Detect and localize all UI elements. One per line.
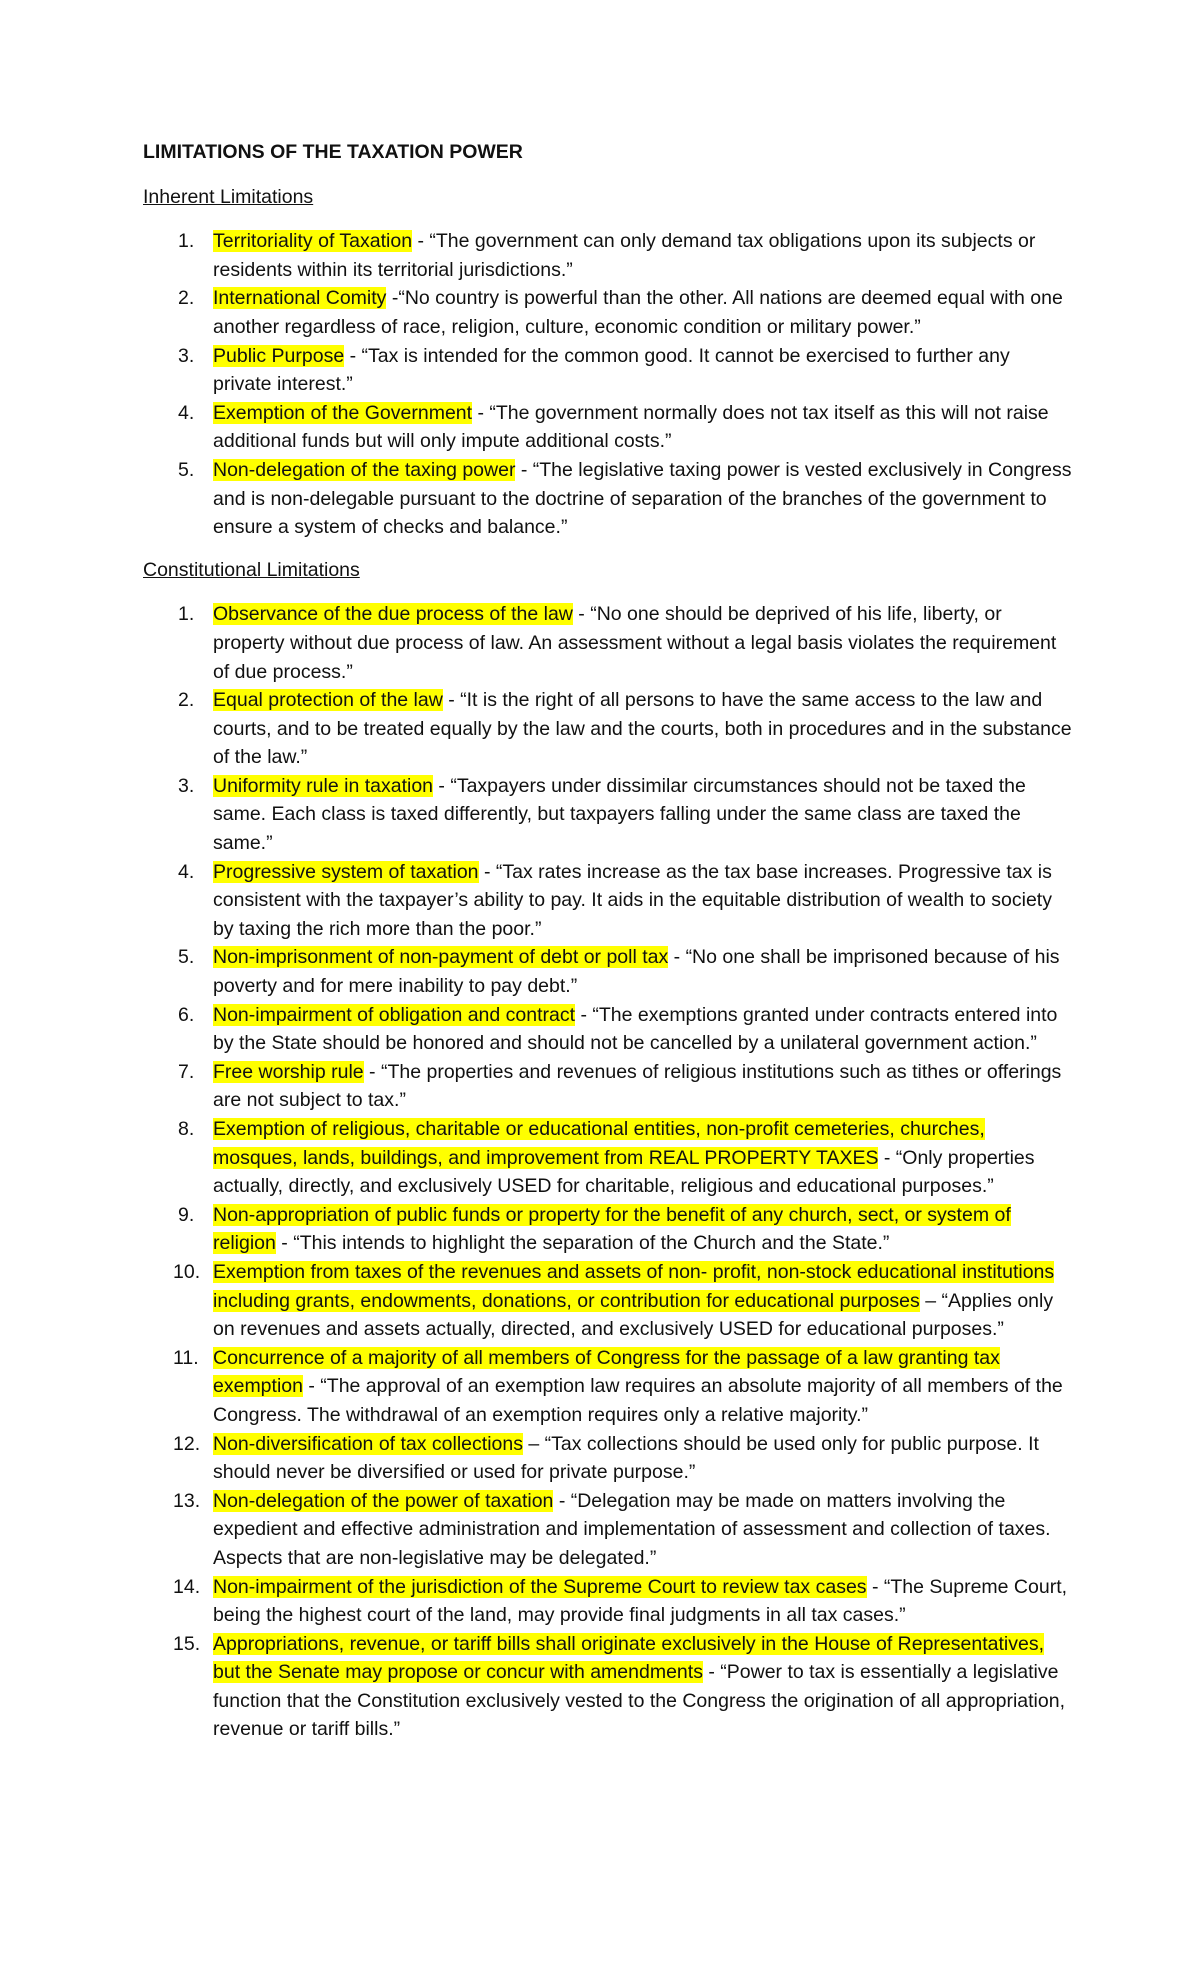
- document-title: LIMITATIONS OF THE TAXATION POWER: [143, 141, 523, 163]
- item-description: - “The government can only demand tax obligations upon its subjects or residents within its territorial jurisdictions.”: [213, 230, 1036, 281]
- list-item: [143, 399, 1073, 456]
- item-description: - “Tax is intended for the common good. It cannot be exercised to further any private interest.”: [213, 344, 1010, 396]
- item-number: 2.: [178, 689, 195, 712]
- item-number: 13.: [173, 1489, 201, 1512]
- item-description: – “Applies only on revenues and assets actually, directed, and exclusively USED for educational purposes.”: [213, 1289, 1054, 1341]
- highlighted-term: Non-impairment of the jurisdiction of the Supreme Court to review tax cases: [213, 1575, 867, 1598]
- item-number: 4.: [178, 860, 195, 883]
- highlighted-term: International Comity: [213, 287, 387, 310]
- list-item: [143, 456, 1073, 542]
- item-number: 15.: [173, 1632, 201, 1655]
- highlighted-term: Non-diversification of tax collections: [213, 1432, 523, 1455]
- highlighted-term: Free worship rule: [213, 1060, 364, 1083]
- list-item: [143, 342, 1073, 399]
- highlighted-term: Appropriations, revenue, or tariff bills shall originate exclusively in the House of Representatives, but the Senate may propose or concur with amendments: [213, 1632, 1044, 1684]
- inherent-limitations-list: [143, 227, 1073, 542]
- item-number: 5.: [178, 458, 195, 481]
- item-description: - “Taxpayers under dissimilar circumstances should not be taxed the same. Each class is taxed differently, but taxpayers falling under the same class are taxed the same.”: [213, 774, 1026, 855]
- highlighted-term: Uniformity rule in taxation: [213, 774, 434, 797]
- item-description: -“No country is powerful than the other. All nations are deemed equal with one another regardless of race, religion, culture, economic condition or military power.”: [213, 287, 1063, 338]
- item-number: 14.: [173, 1575, 201, 1598]
- list-item: [143, 1573, 1073, 1630]
- list-item: [143, 943, 1073, 1000]
- item-description: - “Power to tax is essentially a legislative function that the Constitution exclusively vested to the Congress the origination of all appropriation, revenue or tariff bills.”: [213, 1661, 1066, 1741]
- item-number: 3.: [178, 344, 195, 367]
- item-number: 8.: [178, 1118, 195, 1140]
- list-item: [143, 1115, 1073, 1201]
- item-number: 1.: [178, 230, 195, 253]
- item-number: 9.: [178, 1203, 195, 1226]
- item-description: - “Tax rates increase as the tax base increases. Progressive tax is consistent with the taxpayer’s ability to pay. It aids in the equitable distribution of wealth to society by taxing the rich more than the poor.”: [213, 860, 1052, 940]
- item-number: 7.: [178, 1060, 195, 1083]
- item-description: - “The government normally does not tax itself as this will not raise additional funds but will only impute additional costs.”: [213, 401, 1049, 453]
- highlighted-term: Non-appropriation of public funds or property for the benefit of any church, sect, or system of religion: [213, 1203, 1011, 1255]
- item-description: - “Delegation may be made on matters involving the expedient and effective administration and implementation of assessment and collection of taxes. Aspects that are non-legislative may be delegated.”: [213, 1489, 1051, 1569]
- item-number: 12.: [173, 1432, 201, 1455]
- section-heading-inherent: Inherent Limitations: [143, 185, 314, 208]
- item-number: 5.: [178, 946, 195, 969]
- highlighted-term: Equal protection of the law: [213, 689, 443, 712]
- list-item: [143, 1001, 1073, 1058]
- item-description: - “The exemptions granted under contracts entered into by the State should be honored and should not be cancelled by a unilateral government action.”: [213, 1003, 1058, 1055]
- item-description: - “The approval of an exemption law requires an absolute majority of all members of the Congress. The withdrawal of an exemption requires only a relative majority.”: [213, 1375, 1063, 1426]
- highlighted-term: Non-imprisonment of non-payment of debt or poll tax: [213, 946, 669, 969]
- list-item: [143, 1430, 1073, 1487]
- list-item: [143, 858, 1073, 944]
- list-item: [143, 227, 1073, 284]
- item-description: - “It is the right of all persons to have the same access to the law and courts, and to be treated equally by the law and the courts, both in procedures and in the substance of the law.”: [213, 689, 1072, 769]
- item-description: - “Only properties actually, directly, and exclusively USED for charitable, religious and educational purposes.”: [213, 1146, 1035, 1198]
- highlighted-term: Non-delegation of the taxing power: [213, 458, 516, 481]
- highlighted-term: Exemption of religious, charitable or educational entities, non-profit cemeteries, churches, mosques, lands, buildings, and improvement from REAL PROPERTY TAXES: [213, 1118, 985, 1169]
- item-description: - “The legislative taxing power is vested exclusively in Congress and is non-delegable pursuant to the doctrine of separation of the branches of the government to ensure a system of checks and balance.”: [213, 458, 1072, 539]
- highlighted-term: Public Purpose: [213, 344, 345, 367]
- section-heading-constitutional: Constitutional Limitations: [143, 558, 360, 581]
- highlighted-term: Non-impairment of obligation and contract: [213, 1003, 576, 1026]
- item-description: - “No one should be deprived of his life, liberty, or property without due process of law. An assessment without a legal basis violates the requirement of due process.”: [213, 603, 1057, 683]
- highlighted-term: Non-delegation of the power of taxation: [213, 1489, 554, 1512]
- item-number: 11.: [173, 1346, 199, 1369]
- constitutional-limitations-list: [143, 600, 1073, 1744]
- item-description: - “The Supreme Court, being the highest court of the land, may provide final judgments in all tax cases.”: [213, 1575, 1068, 1627]
- list-item: [143, 1058, 1073, 1115]
- highlighted-term: Exemption from taxes of the revenues and assets of non- profit, non-stock educational institutions including grants, endowments, donations, or contribution for educational purposes: [213, 1260, 1055, 1312]
- item-description: – “Tax collections should be used only for public purpose. It should never be diversified or used for private purpose.”: [213, 1432, 1039, 1484]
- list-item: [143, 1201, 1073, 1258]
- list-item: [143, 1630, 1073, 1744]
- highlighted-term: Progressive system of taxation: [213, 860, 479, 883]
- list-item: [143, 772, 1073, 858]
- highlighted-term: Concurrence of a majority of all members of Congress for the passage of a law granting tax exemption: [213, 1346, 1000, 1398]
- list-item: [143, 1258, 1073, 1344]
- highlighted-term: Exemption of the Government: [213, 401, 473, 424]
- document-page: [143, 138, 1073, 1744]
- item-number: 2.: [178, 287, 195, 310]
- item-description: - “No one shall be imprisoned because of his poverty and for mere inability to pay debt.”: [213, 946, 1060, 998]
- item-number: 4.: [178, 401, 195, 424]
- item-description: - “The properties and revenues of religious institutions such as tithes or offerings are not subject to tax.”: [213, 1060, 1062, 1112]
- list-item: [143, 1344, 1073, 1430]
- list-item: [143, 600, 1073, 686]
- highlighted-term: Observance of the due process of the law: [213, 603, 573, 626]
- item-number: 3.: [178, 774, 195, 797]
- item-description: - “This intends to highlight the separation of the Church and the State.”: [275, 1232, 890, 1255]
- item-number: 6.: [178, 1003, 195, 1026]
- highlighted-term: Territoriality of Taxation: [213, 230, 413, 253]
- list-item: [143, 284, 1073, 341]
- list-item: [143, 1487, 1073, 1573]
- item-number: 1.: [178, 603, 195, 626]
- list-item: [143, 686, 1073, 772]
- item-number: 10.: [173, 1260, 201, 1283]
